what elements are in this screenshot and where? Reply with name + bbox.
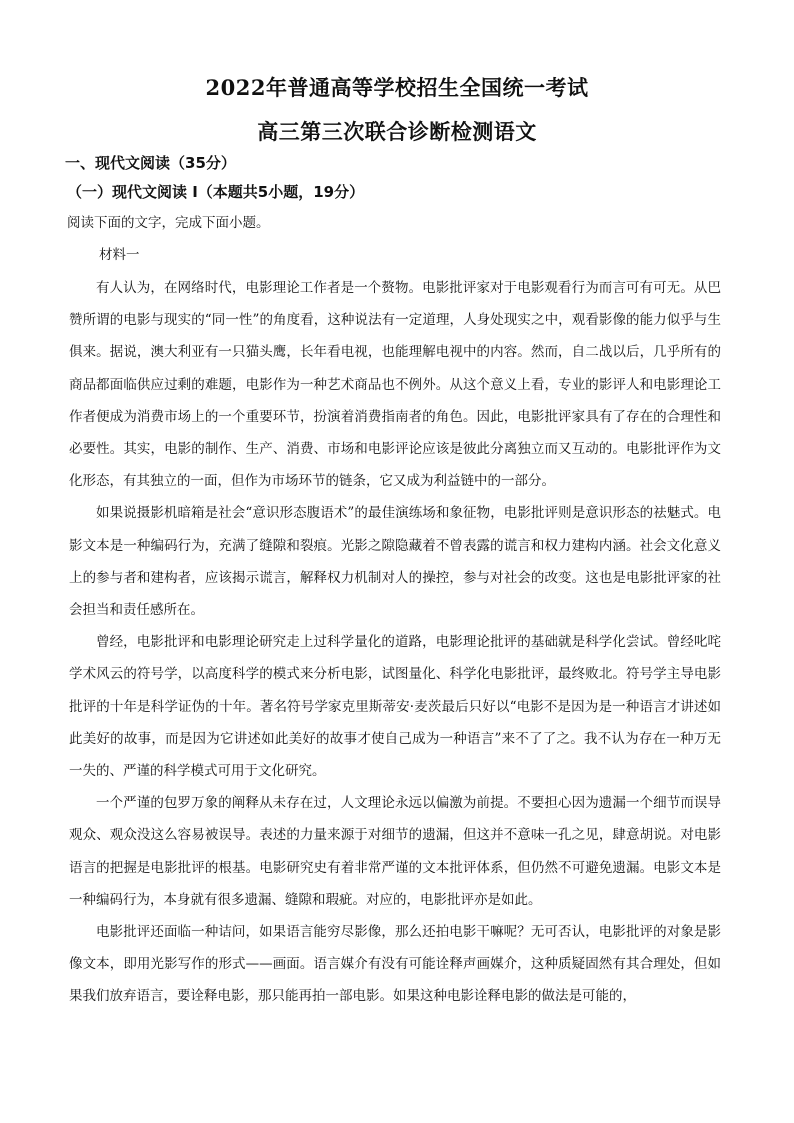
paragraph-5: 电影批评还面临一种诘问，如果语言能穷尽影像，那么还拍电影干嘛呢？无可否认，电影批评的对象是影像文本，即用光影写作的形式——画面。语言媒介有没有可能诠释声画媒介，这种质疑固然有其合理处，但如果我们放弃语言，要诠释电影，那只能再拍一部电影。如果这种电影诠释电影的做法是可能的， — [69, 924, 721, 1005]
material-body — [69, 272, 721, 1013]
paragraph-2: 如果说摄影机暗箱是社会“意识形态腹语术”的最佳演练场和象征物，电影批评则是意识形态的祛魅式。电影文本是一种编码行为，充满了缝隙和裂痕。光影之隙隐藏着不曾表露的谎言和权力建构内涵。社会文化意义上的参与者和建构者，应该揭示谎言，解释权力机制对人的操控，参与对社会的改变。这也是电影批评家的社会担当和责任感所在。 — [69, 505, 721, 619]
paragraph-4: 一个严谨的包罗万象的阐释从未存在过，人文理论永远以偏激为前提。不要担心因为遗漏一个细节而误导观众、观众没这么容易被误导。表述的力量来源于对细节的遗漏，但这并不意味一孔之见，肆意胡说。对电影语言的把握是电影批评的根基。电影研究史有着非常严谨的文本批评体系，但仍然不可避免遗漏。电影文本是一种编码行为，本身就有很多遗漏、缝隙和瑕疵。对应的，电影批评亦是如此。 — [69, 795, 721, 908]
exam-title: 2022年普通高等学校招生全国统一考试 — [205, 75, 589, 100]
paragraph-1: 有人认为，在网络时代，电影理论工作者是一个赘物。电影批评家对于电影观看行为而言可有可无。从巴赞所谓的电影与现实的“同一性”的角度看，这种说法有一定道理，人身处现实之中，观看影像的能力似乎与生俱来。据说，澳大利亚有一只猫头鹰，长年看电视，也能理解电视中的内容。然而，自二战以后，几乎所有的商品都面临供应过剩的难题，电影作为一种艺术商品也不例外。从这个意义上看，专业的影评人和电影理论工作者便成为消费市场上的一个重要环节，扮演着消费指南者的角色。因此，电影批评家具有了存在的合理性和必要性。其实，电影的制作、生产、消费、市场和电影评论应该是彼此分离独立而又互动的。电影批评作为文化形态，有其独立的一面，但作为市场环节的链条，它又成为利益链中的一部分。 — [69, 280, 721, 490]
exam-subtitle: 高三第三次联合诊断检测语文 — [257, 119, 537, 144]
reading-instruction: 阅读下面的文字，完成下面小题。 — [67, 215, 270, 231]
material-label: 材料一 — [99, 247, 140, 263]
paragraph-3: 曾经，电影批评和电影理论研究走上过科学量化的道路，电影理论批评的基础就是科学化尝试。曾经叱咤学术风云的符号学，以高度科学的模式来分析电影，试图量化、科学化电影批评，最终败北。符号学主导电影批评的十年是科学证伪的十年。著名符号学家克里斯蒂安·麦茨最后只好以“电影不是因为是一种语言才讲述如此美好的故事，而是因为它讲述如此美好的故事才使自己成为一种语言”来不了了之。我不认为存在一种万无一失的、严谨的科学模式可用于文化研究。 — [69, 634, 721, 780]
subsection-heading: （一）现代文阅读 I（本题共5小题，19分） — [67, 183, 365, 201]
section-heading: 一、现代文阅读（35分） — [65, 154, 236, 172]
